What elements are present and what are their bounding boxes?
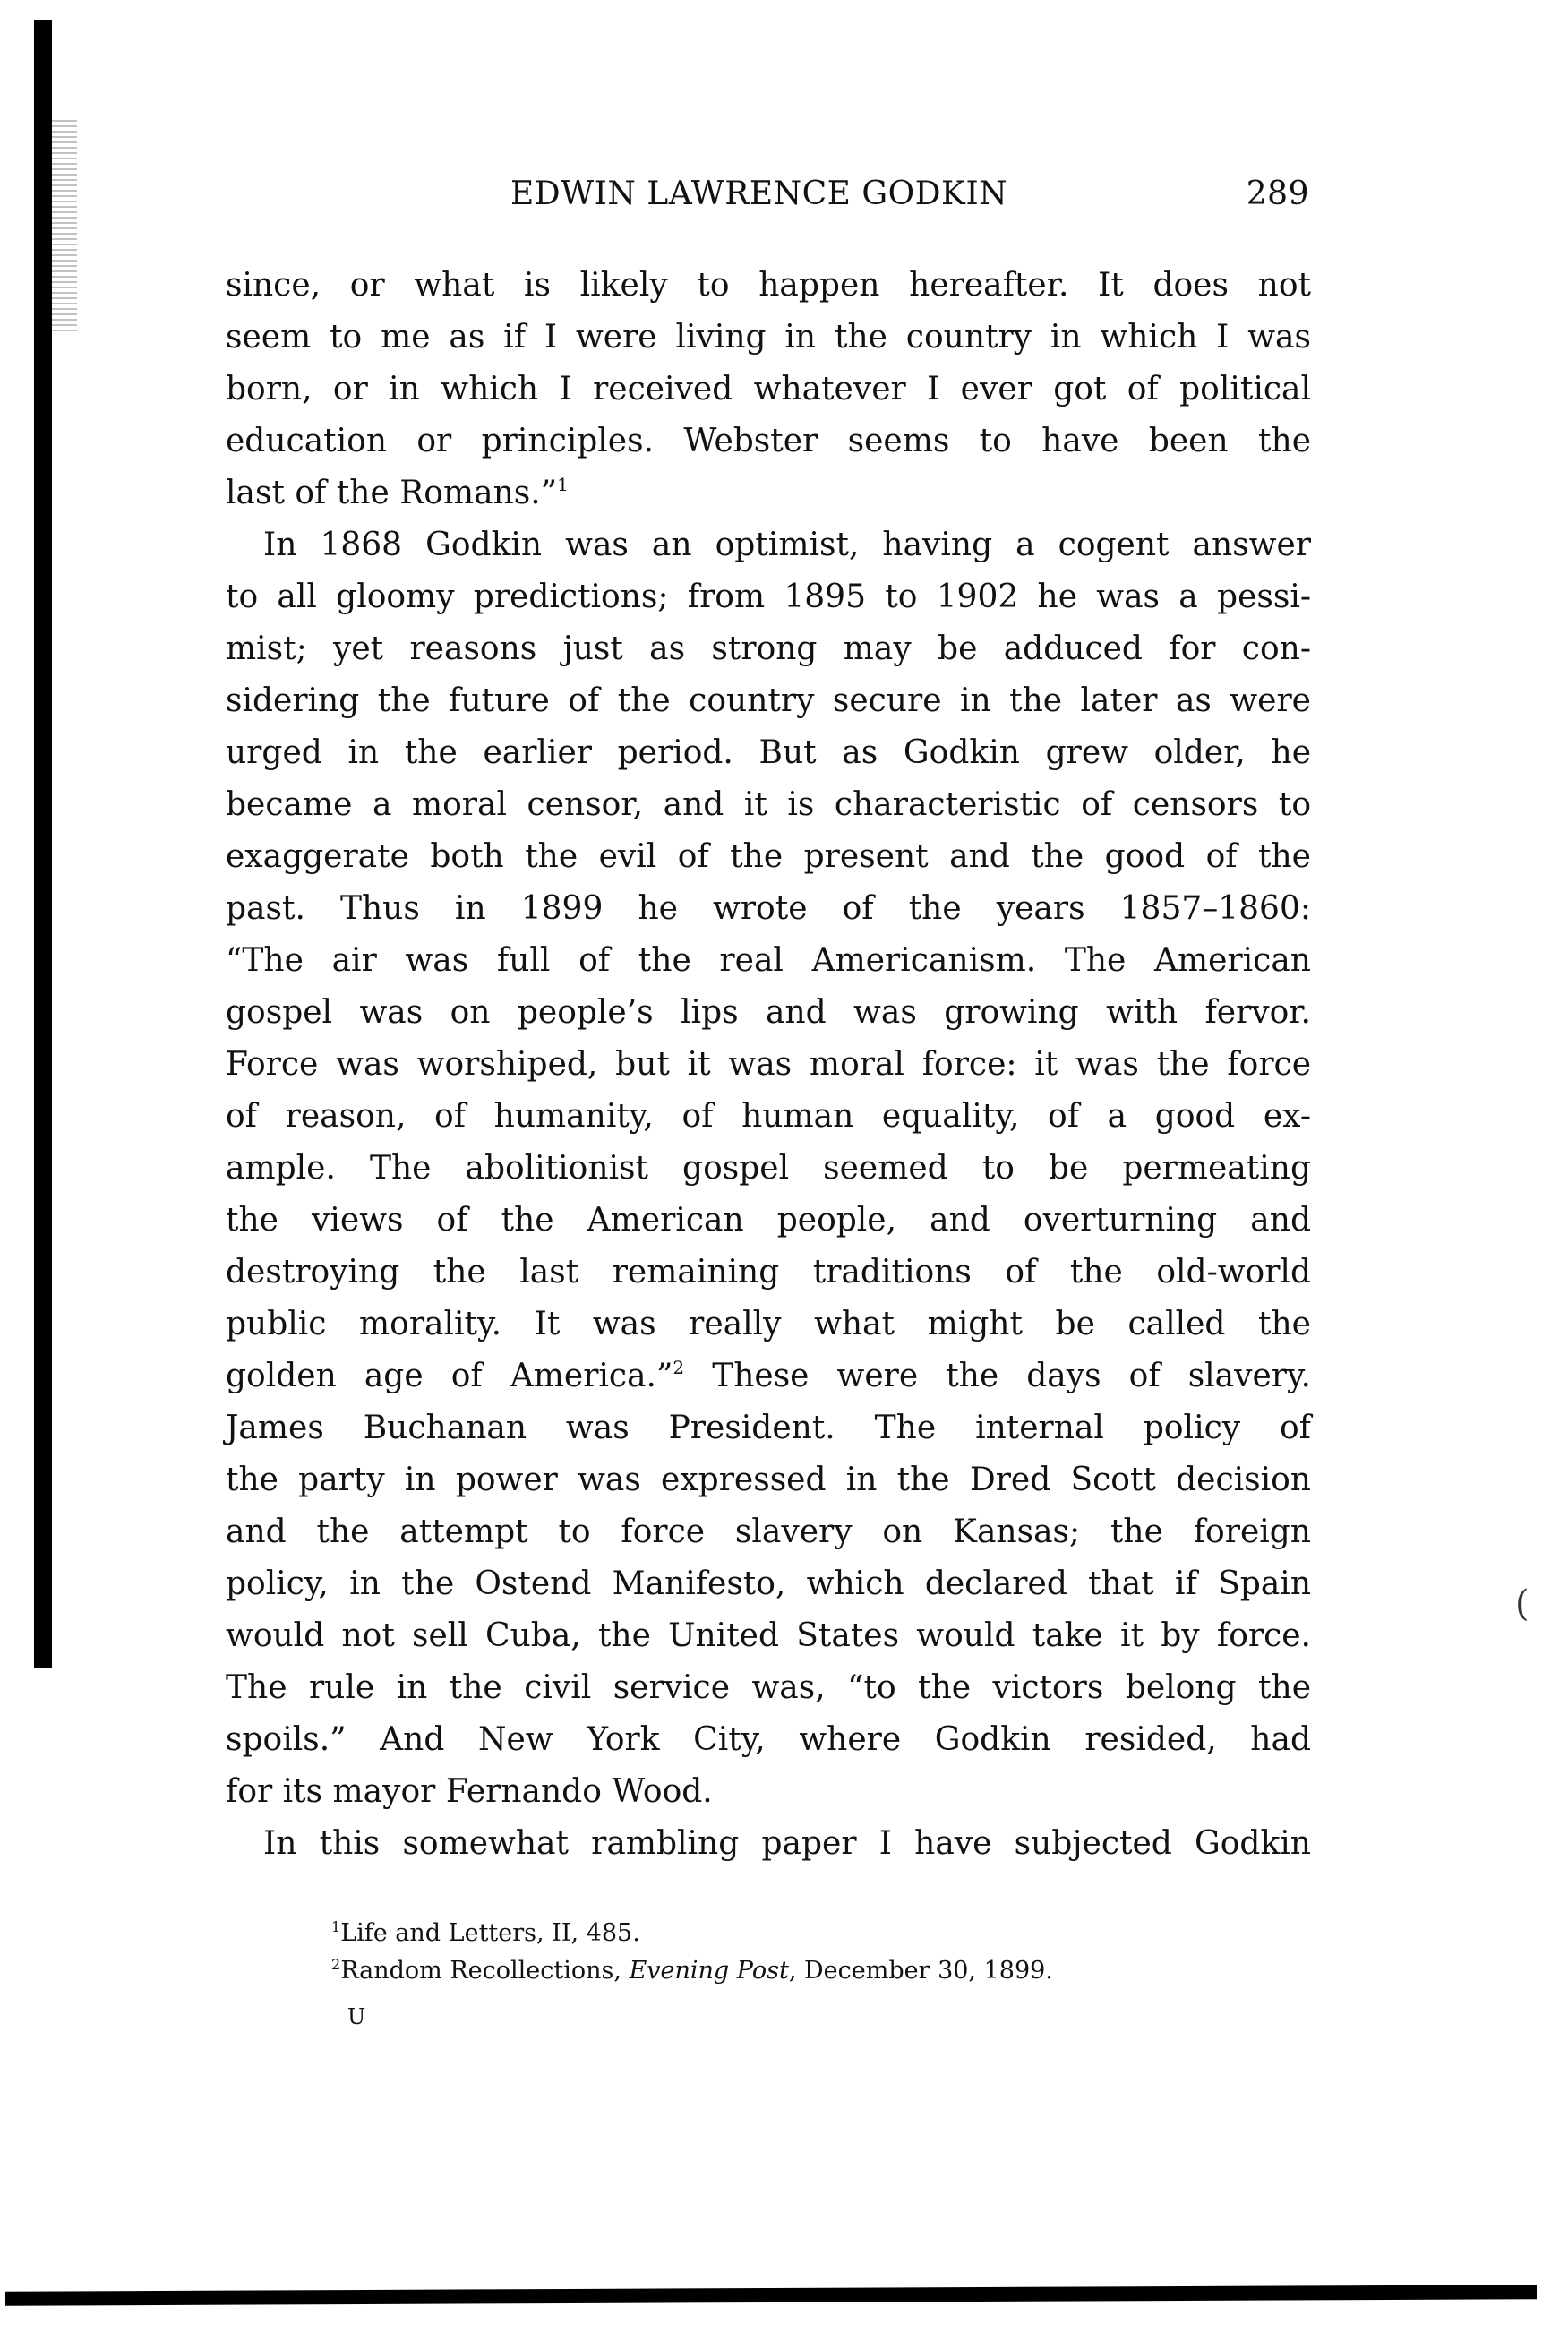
text-line: born, or in which I received whatever I ever got of political (226, 371, 1311, 407)
text-line: became a moral censor, and it is characteristic of censors to (226, 786, 1311, 823)
footnote-1: $^1$Life and Letters, II, 485. (331, 1918, 640, 1947)
body-text (226, 260, 1311, 1870)
footnote-marker: 1 (331, 1918, 341, 1935)
text-line: Force was worshiped, but it was moral force: it was the force (226, 1046, 1311, 1083)
text-line: past. Thus in 1899 he wrote of the years 1857–1860: (226, 890, 1311, 927)
text-line: gospel was on people’s lips and was growing with fervor. (226, 994, 1311, 1031)
text-line: since, or what is likely to happen hereafter. It does not (226, 267, 1311, 304)
footnote-ref[interactable]: 2 (673, 1357, 685, 1378)
signature-mark: U (347, 2004, 366, 2029)
scan-speckle (52, 116, 77, 331)
text-line: for its mayor Fernando Wood. (226, 1773, 713, 1810)
text-line: sidering the future of the country secure in the later as were (226, 682, 1311, 719)
text-line: public morality. It was really what might be called the (226, 1306, 1311, 1342)
text-line: exaggerate both the evil of the present and the good of the (226, 838, 1311, 875)
text-line: the views of the American people, and overturning and (226, 1202, 1311, 1239)
text-line: urged in the earlier period. But as Godkin grew older, he (226, 734, 1311, 771)
text-line: In 1868 Godkin was an optimist, having a cogent answer (263, 527, 1311, 563)
footnotes (331, 1915, 1053, 1990)
text-line: destroying the last remaining traditions of the old-world (226, 1254, 1311, 1291)
text-line: and the attempt to force slavery on Kansas; the foreign (226, 1514, 1311, 1550)
text-line: of reason, of humanity, of human equality, of a good ex- (226, 1098, 1311, 1135)
text-line: mist; yet reasons just as strong may be adduced for con- (226, 630, 1311, 667)
text-line: seem to me as if I were living in the country in which I was (226, 319, 1311, 356)
text-line: golden age of America.”$^2$ These were the days of slavery. (226, 1357, 1312, 1394)
text-line: education or principles. Webster seems to have been the (226, 423, 1311, 459)
text-line: In this somewhat rambling paper I have subjected Godkin (263, 1825, 1311, 1862)
running-title: EDWIN LAWRENCE GODKIN (510, 176, 1008, 212)
text-line: James Buchanan was President. The internal policy of (226, 1410, 1311, 1446)
text-line: to all gloomy predictions; from 1895 to 1902 he was a pessi- (226, 579, 1311, 615)
scan-binding-edge (34, 20, 52, 1668)
scan-bottom-edge (5, 2285, 1537, 2305)
text-line: the party in power was expressed in the Dred Scott decision (226, 1462, 1311, 1498)
text-line: policy, in the Ostend Manifesto, which declared that if Spain (226, 1565, 1311, 1602)
footnote-2: $^2$Random Recollections, Evening Post, December 30, 1899. (331, 1956, 1053, 1985)
footnote-marker: 2 (331, 1956, 341, 1973)
page-number: 289 (1246, 176, 1309, 212)
running-head (510, 176, 1309, 220)
footnote-ref[interactable]: 1 (557, 474, 569, 495)
text-line: ample. The abolitionist gospel seemed to be permeating (226, 1150, 1311, 1187)
stray-mark: ( (1515, 1583, 1529, 1625)
text-line: spoils.” And New York City, where Godkin resided, had (226, 1721, 1311, 1758)
text-line: “The air was full of the real Americanism. The American (226, 942, 1311, 979)
text-line: last of the Romans.”$^1$ (226, 474, 569, 511)
text-line: The rule in the civil service was, “to the victors belong the (226, 1669, 1311, 1706)
text-line: would not sell Cuba, the United States would take it by force. (226, 1617, 1311, 1654)
